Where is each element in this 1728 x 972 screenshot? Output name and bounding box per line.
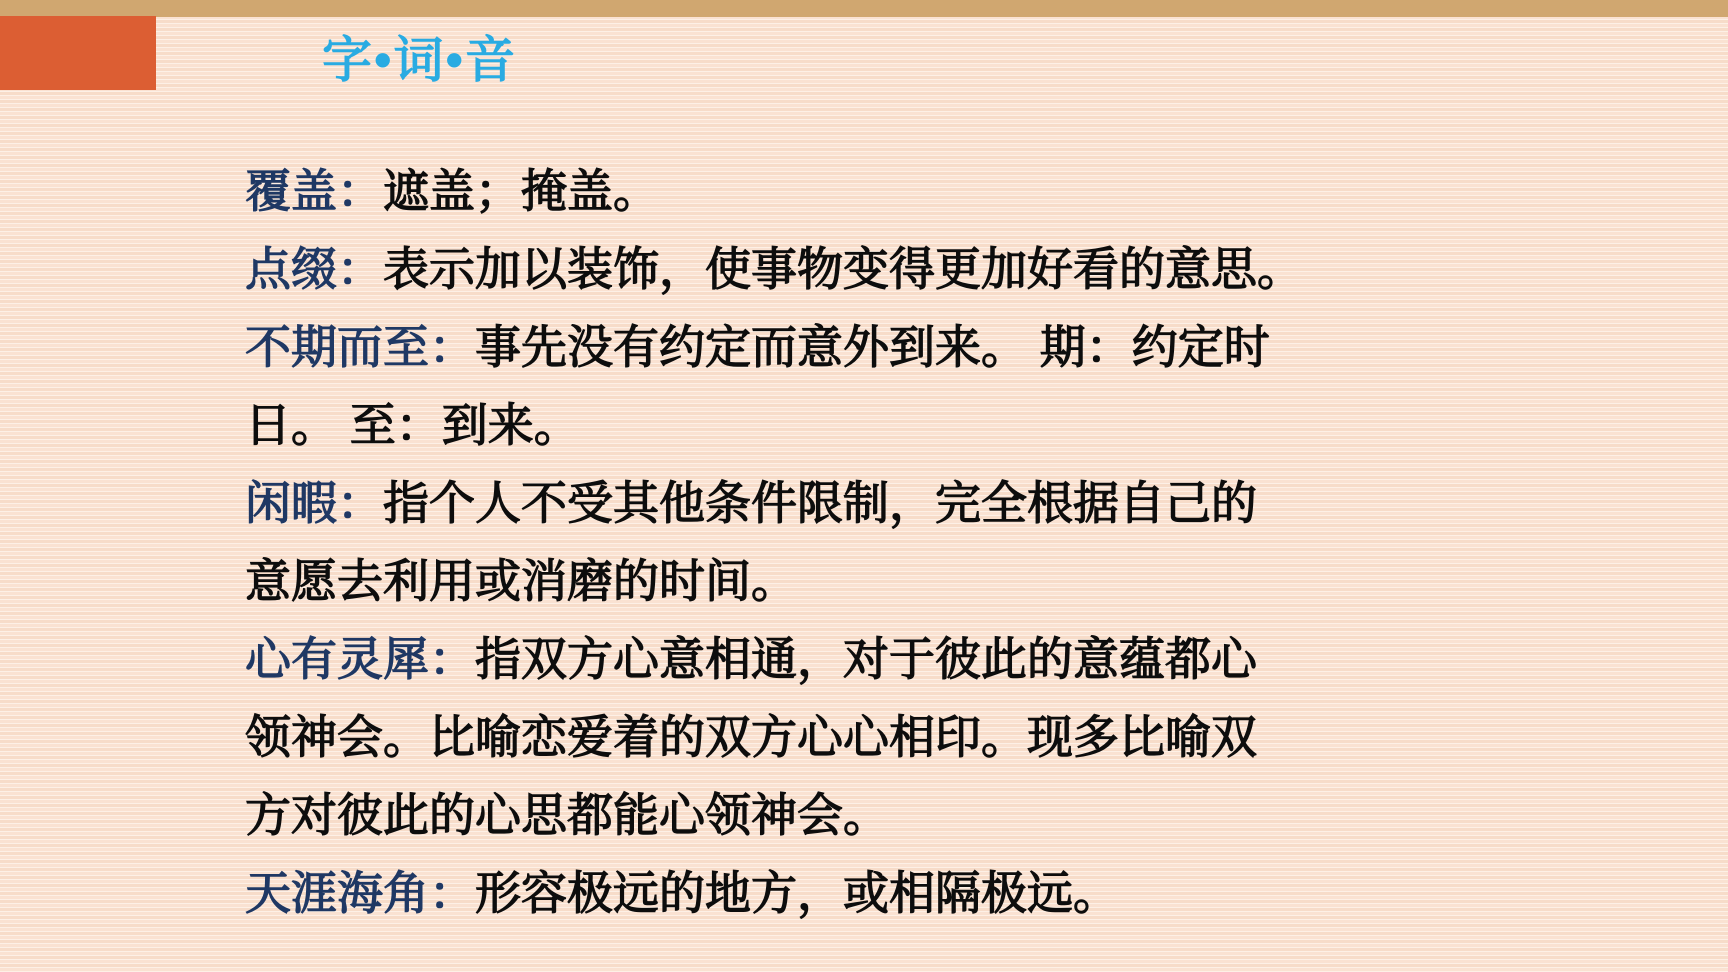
vocabulary-list <box>245 152 1545 932</box>
vocab-line-fugai <box>245 152 1545 230</box>
vocab-term: 闲暇： <box>245 477 383 529</box>
vocab-term: 天涯海角： <box>245 867 475 919</box>
vocab-line-xinyoulingxi-cont2 <box>245 776 1545 854</box>
vocab-definition: 意愿去利用或消磨的时间。 <box>245 555 797 607</box>
vocab-definition: 表示加以装饰，使事物变得更加好看的意思。 <box>383 243 1303 295</box>
vocab-line-buqierzhi-cont <box>245 386 1545 464</box>
vocab-definition: 形容极远的地方，或相隔极远。 <box>475 867 1119 919</box>
vocab-definition: 指双方心意相通，对于彼此的意蕴都心 <box>475 633 1257 685</box>
vocab-definition: 事先没有约定而意外到来。 期：约定时 <box>475 321 1270 373</box>
vocab-line-xinyoulingxi <box>245 620 1545 698</box>
vocab-term: 不期而至： <box>245 321 475 373</box>
vocab-term: 心有灵犀： <box>245 633 475 685</box>
vocab-term: 覆盖： <box>245 165 383 217</box>
vocab-line-buqierzhi <box>245 308 1545 386</box>
vocab-definition: 领神会。比喻恋爱着的双方心心相印。现多比喻双 <box>245 711 1257 763</box>
vocab-definition: 遮盖；掩盖。 <box>383 165 659 217</box>
orange-accent-block <box>0 16 156 90</box>
vocab-definition: 指个人不受其他条件限制，完全根据自己的 <box>383 477 1257 529</box>
vocab-definition: 方对彼此的心思都能心领神会。 <box>245 789 889 841</box>
vocab-line-xianxia <box>245 464 1545 542</box>
vocab-line-tianyahaijiao <box>245 854 1545 932</box>
vocab-term: 点缀： <box>245 243 383 295</box>
vocab-line-xinyoulingxi-cont1 <box>245 698 1545 776</box>
slide-title: 字•词•音 <box>322 32 518 88</box>
top-gold-bar <box>0 0 1728 17</box>
vocab-definition: 日。 至：到来。 <box>245 399 580 451</box>
vocab-line-dianzhui <box>245 230 1545 308</box>
vocab-line-xianxia-cont <box>245 542 1545 620</box>
